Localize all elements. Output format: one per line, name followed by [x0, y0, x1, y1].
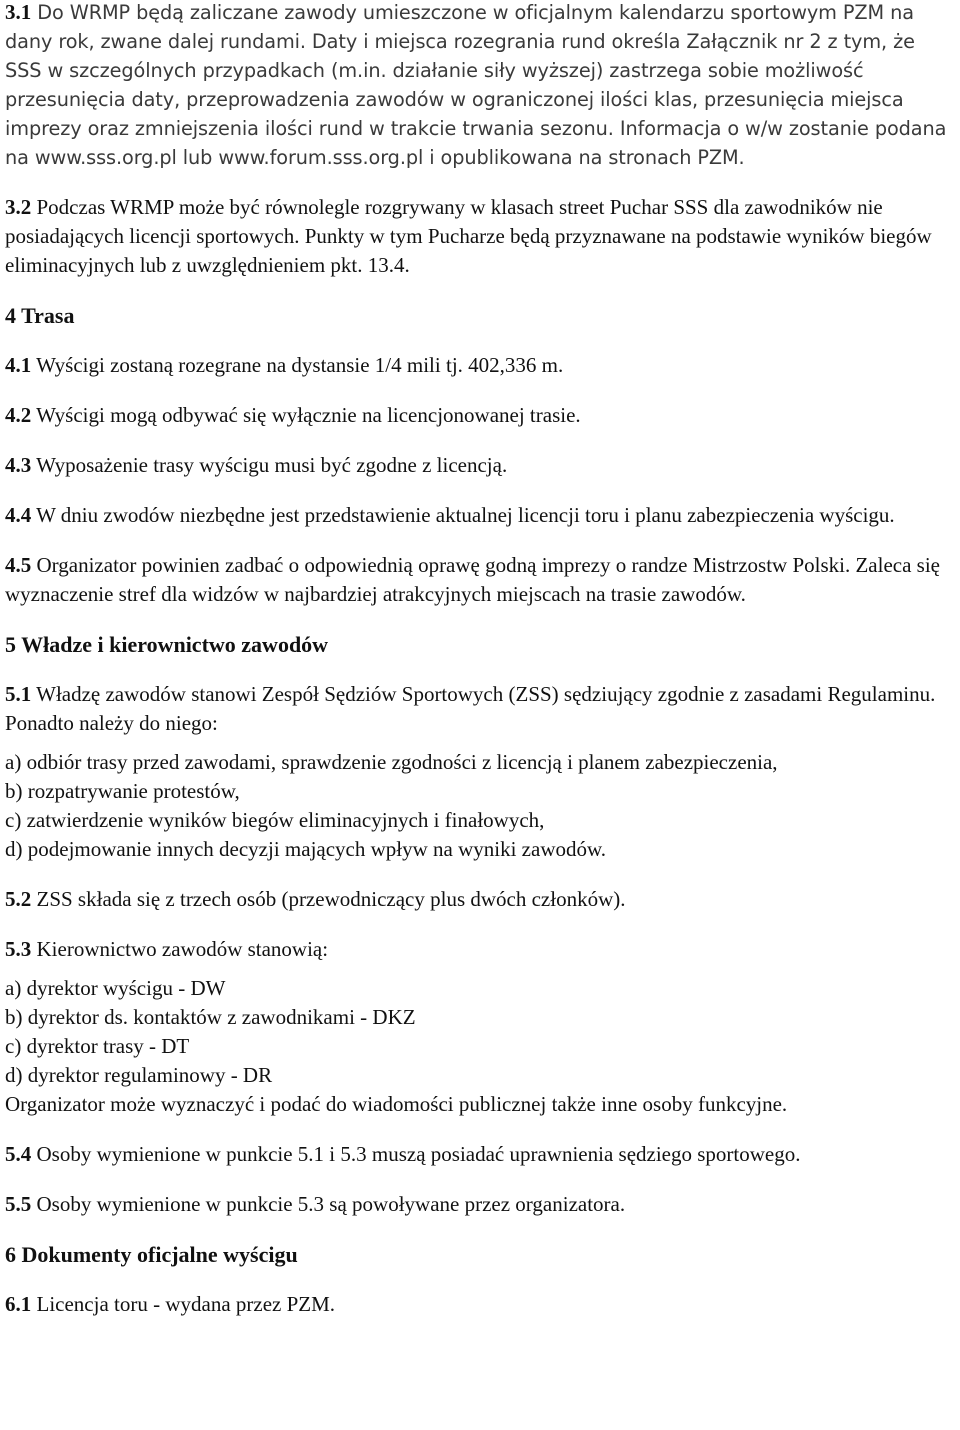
paragraph-4-4 [5, 501, 955, 530]
paragraph-text: Osoby wymienione w punkcie 5.3 są powoływane przez organizatora. [31, 1192, 626, 1216]
paragraph-4-3 [5, 451, 955, 480]
paragraph-text: Osoby wymienione w punkcie 5.1 i 5.3 muszą posiadać uprawnienia sędziego sportowego. [31, 1142, 801, 1166]
list-item: Organizator może wyznaczyć i podać do wiadomości publicznej także inne osoby funkcyjne. [5, 1092, 788, 1116]
section-heading-6: 6 Dokumenty oficjalne wyścigu [5, 1242, 298, 1267]
paragraph-5-3 [5, 935, 955, 964]
paragraph-4-2 [5, 401, 955, 430]
section-number: 5.2 [5, 887, 32, 911]
paragraph-6-1 [5, 1290, 955, 1319]
section-heading-4: 4 Trasa [5, 303, 75, 328]
list-item: b) rozpatrywanie protestów, [5, 779, 240, 803]
paragraph-text: Kierownictwo zawodów stanowią: [31, 937, 329, 961]
list-item: d) dyrektor regulaminowy - DR [5, 1063, 273, 1087]
list-5-1 [5, 748, 955, 864]
document-page [5, 0, 955, 1340]
section-number: 4.5 [5, 553, 32, 577]
list-5-3 [5, 974, 955, 1119]
list-item: d) podejmowanie innych decyzji mających wpływ na wyniki zawodów. [5, 837, 607, 861]
section-number: 5.5 [5, 1192, 32, 1216]
paragraph-3-2 [5, 193, 955, 280]
paragraph-text: ZSS składa się z trzech osób (przewodniczący plus dwóch członków). [31, 887, 626, 911]
paragraph-text: Podczas WRMP może być równolegle rozgrywany w klasach street Puchar SSS dla zawodników nie posiadających licencji sportowych. Punkty w tym Pucharze będą przyznawane na podstawie wyników biegów eliminacyjnych lub z uwzględnieniem pkt. 13.4. [5, 195, 932, 277]
paragraph-text: W dniu zwodów niezbędne jest przedstawienie aktualnej licencji toru i planu zabezpieczenia wyścigu. [31, 503, 895, 527]
paragraph-text: Licencja toru - wydana przez PZM. [31, 1292, 336, 1316]
list-item: a) dyrektor wyścigu - DW [5, 976, 226, 1000]
section-number: 4.3 [5, 453, 32, 477]
paragraph-text: Wyścigi zostaną rozegrane na dystansie 1/4 mili tj. 402,336 m. [31, 353, 564, 377]
section-number: 3.1 [5, 0, 32, 24]
list-item: c) zatwierdzenie wyników biegów eliminacyjnych i finałowych, [5, 808, 545, 832]
section-number: 5.3 [5, 937, 32, 961]
paragraph-3-1 [5, 0, 955, 172]
paragraph-4-1 [5, 351, 955, 380]
paragraph-text: Wyposażenie trasy wyścigu musi być zgodne z licencją. [31, 453, 508, 477]
paragraph-4-5 [5, 551, 955, 609]
paragraph-text: Wyścigi mogą odbywać się wyłącznie na licencjonowanej trasie. [31, 403, 581, 427]
section-number: 5.1 [5, 682, 32, 706]
paragraph-text: Organizator powinien zadbać o odpowiednią oprawę godną imprezy o randze Mistrzostw Polski. Zaleca się wyznaczenie stref dla widzów w najbardziej atrakcyjnych miejscach na trasie zawodów. [5, 553, 940, 606]
section-number: 4.4 [5, 503, 32, 527]
paragraph-5-2 [5, 885, 955, 914]
section-number: 4.1 [5, 353, 32, 377]
paragraph-5-4 [5, 1140, 955, 1169]
list-item: c) dyrektor trasy - DT [5, 1034, 190, 1058]
section-number: 6.1 [5, 1292, 32, 1316]
section-number: 5.4 [5, 1142, 32, 1166]
section-heading-5: 5 Władze i kierownictwo zawodów [5, 632, 329, 657]
paragraph-text-continued: działanie siły wyższej) zastrzega sobie możliwość przesunięcia daty, przeprowadzenia zawodów w ograniczonej ilości klas, przesunięcia miejsca imprezy oraz zmniejszenia ilości rund w trakcie trwania sezonu. Informacja o w/w zostanie podana na www.sss.org.pl lub www.forum.sss.org.pl i opublikowana na stronach PZM. [5, 59, 947, 169]
paragraph-text: Do WRMP będą zaliczane zawody umieszczone w oficjalnym kalendarzu sportowym PZM na dany rok, zwane dalej rundami. Daty i miejsca rozegrania rund określa Załącznik nr 2 z tym, że SSS w szczególnych przypadkach (m.in. [5, 1, 915, 82]
paragraph-5-5 [5, 1190, 955, 1219]
section-number: 4.2 [5, 403, 32, 427]
paragraph-5-1 [5, 680, 955, 738]
section-number: 3.2 [5, 195, 32, 219]
list-item: a) odbiór trasy przed zawodami, sprawdzenie zgodności z licencją i planem zabezpieczenia, [5, 750, 778, 774]
paragraph-text: Władzę zawodów stanowi Zespół Sędziów Sportowych (ZSS) sędziujący zgodnie z zasadami Regulaminu. Ponadto należy do niego: [5, 682, 936, 735]
list-item: b) dyrektor ds. kontaktów z zawodnikami - DKZ [5, 1005, 416, 1029]
